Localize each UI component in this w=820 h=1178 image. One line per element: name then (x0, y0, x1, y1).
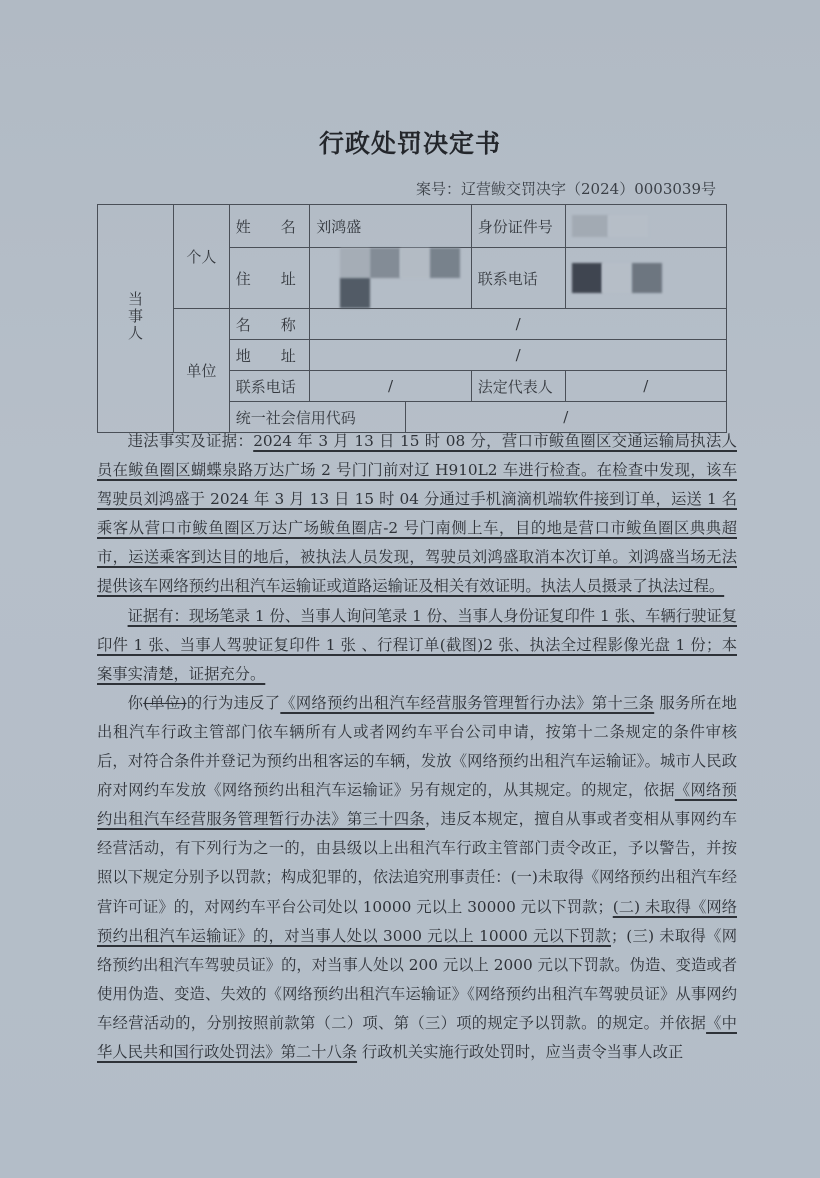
credit-code-value: / (405, 402, 726, 433)
party-label-cell (98, 205, 174, 433)
unit-phone-label: 联系电话 (229, 371, 310, 402)
unit-address-label: 地 址 (229, 340, 310, 371)
unit-name-label: 名 称 (229, 309, 310, 340)
facts-text: 2024 年 3 月 13 日 15 时 08 分，营口市鲅鱼圈区交通运输局执法人员在鲅鱼圈区蝴蝶泉路万达广场 2 号门门前对辽 H910L2 车进行检查。在检查中发现，该车驾驶员刘鸿盛于 2024 年 3 月 13 日 15 时 04 分通过手机滴滴机端软件接到订单，运送 1 名乘客从营口市鲅鱼圈区万达广场鲅鱼圈店-2 号门南侧上车，目的地是营口市鲅鱼圈区典典超市，运送乘客到达目的地后，被执法人员发现，驾驶员刘鸿盛取消本次订单。刘鸿盛当场无法提供该车网络预约出租汽车运输证或道路运输证及相关有效证明。执法人员摄录了执法过程。 (97, 432, 737, 596)
violation-mid: 的行为违反了 (186, 693, 281, 712)
law-penalty-act-28: 《中华人民共和国行政处罚法》第二十八条 (97, 1013, 737, 1061)
name-label: 姓 名 (229, 205, 310, 248)
party-info-table (97, 204, 727, 433)
evidence-text: 证据有：现场笔录 1 份、当事人询问笔录 1 份、当事人身份证复印件 1 张、车辆行驶证复印件 1 张、当事人驾驶证复印件 1 张 、行程订单(截图)2 张、执法全过程影像光盘 1 份；本案事实清楚，证据充分。 (97, 606, 737, 683)
address-label: 住 址 (229, 248, 310, 309)
facts-paragraph (97, 427, 737, 602)
phone-label: 联系电话 (471, 248, 565, 309)
legal-rep-label: 法定代表人 (471, 371, 565, 402)
case-number: 案号：辽营鲅交罚决字（2024）0003039号 (416, 180, 716, 198)
evidence-paragraph (97, 602, 737, 689)
unit-name-value: / (310, 309, 727, 340)
law-article-13-text: 服务所在地出租汽车行政主管部门依车辆所有人或者网约车平台公司申请，按第十二条规定的条件审核后，对符合条件并登记为预约出租客运的车辆，发放《网络预约出租汽车运输证》。城市人民政府对网约车发放《网络预约出租汽车运输证》另有规定的，从其规定。的规定，依据 (97, 693, 737, 800)
id-number-label: 身份证件号 (471, 205, 565, 248)
document-title: 行政处罚决定书 (318, 129, 501, 158)
party-label: 当事人 (126, 291, 144, 342)
id-number-value-redacted (565, 205, 726, 248)
decision-body (97, 427, 737, 1067)
unit-label: 单位 (174, 309, 230, 433)
unit-phone-value: / (310, 371, 471, 402)
violation-paragraph (97, 689, 737, 1067)
phone-value-redacted (565, 248, 726, 309)
law-article-13: 《网络预约出租汽车经营服务管理暂行办法》第十三条 (280, 693, 655, 712)
law-penalty-act-28-text: 行政机关实施行政处罚时，应当责令当事人改正 (357, 1042, 684, 1061)
violation-prefix: 你 (127, 693, 144, 712)
credit-code-label: 统一社会信用代码 (229, 402, 405, 433)
name-value: 刘鸿盛 (310, 205, 471, 248)
law-article-34-clause-2: (二) 未取得《网络预约出租汽车运输证》的，对当事人处以 3000 元以上 10000 元以下罚款 (97, 897, 737, 945)
address-value-redacted (310, 248, 471, 309)
law-article-34-text-b: ；(三) 未取得《网络预约出租汽车驾驶员证》的，对当事人处以 200 元以上 2000 元以下罚款。伪造、变造或者使用伪造、变造、失效的《网络预约出租汽车运输证》《网络预约出租汽车驾驶员证》从事网约车经营活动的，分别按照前款第（二）项、第（三）项的规定予以罚款。的规定。并依据 (97, 926, 737, 1032)
legal-rep-value: / (565, 371, 726, 402)
struck-unit-text: (单位) (143, 693, 187, 712)
unit-address-value: / (310, 340, 727, 371)
individual-label: 个人 (174, 205, 230, 309)
law-article-34-text-a: ，违反本规定，擅自从事或者变相从事网约车经营活动，有下列行为之一的，由县级以上出租汽车行政主管部门责令改正，予以警告，并按照以下规定分别予以罚款；构成犯罪的，依法追究刑事责任：(一)未取得《网络预约出租汽车经营许可证》的，对网约车平台公司处以 10000 元以上 30000 元以下罚款； (97, 810, 737, 916)
law-article-34: 《网络预约出租汽车经营服务管理暂行办法》第三十四条 (97, 781, 737, 829)
facts-label: 违法事实及证据： (127, 432, 254, 450)
